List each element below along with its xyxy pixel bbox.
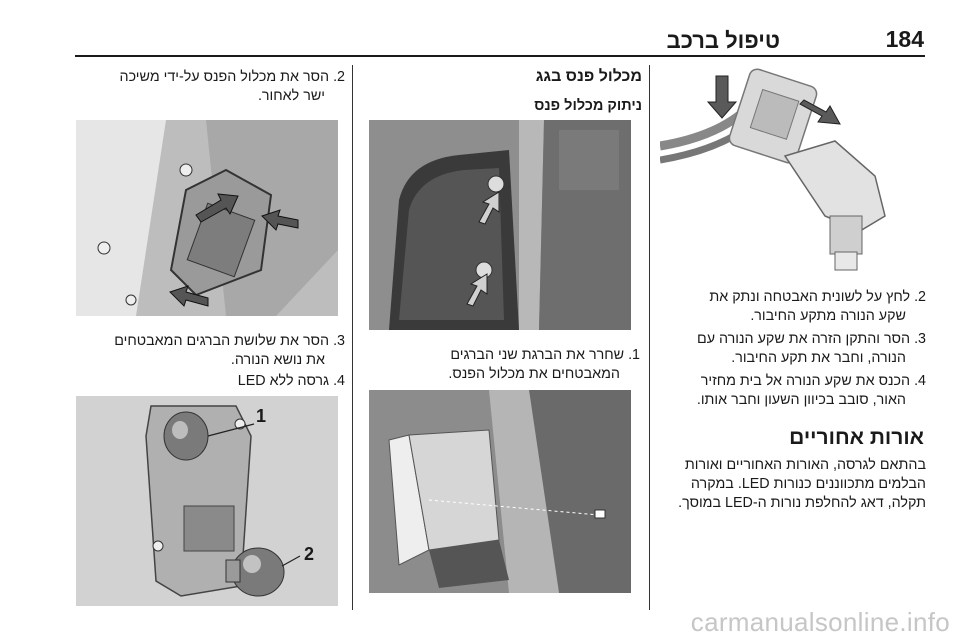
paragraph-line: בהתאם לגרסה, האורות האחוריים ואורות: [684, 457, 926, 473]
step-continuation: ישר לאחור.: [257, 88, 325, 104]
header-divider: [75, 55, 925, 57]
step-number: 2.: [333, 69, 345, 85]
arrow-icon: [708, 76, 736, 118]
bulb-1-icon: [164, 412, 208, 460]
paragraph-line: הבלמים מתכווננים כנורות LED. במקרה: [690, 476, 926, 492]
section-title-roof-lamp: מכלול פנס בגג: [535, 68, 642, 85]
bulb-socket-figure: [660, 66, 926, 274]
step-number: 4.: [914, 373, 926, 389]
lamp-holder-screws-illustration: [76, 120, 338, 316]
step-continuation: את נושא הנורה.: [230, 352, 325, 368]
step-number: 4.: [333, 373, 345, 389]
column-divider-left: [352, 65, 353, 610]
step-line: הסר את שלושת הברגים המאבטחים: [114, 333, 330, 349]
step-line: לחץ על לשונית האבטחה ונתק את: [709, 289, 911, 305]
step-continuation: האור, סובב בכיוון השעון וחבר אותו.: [696, 392, 906, 408]
step-4-text: [660, 372, 926, 410]
step-number: 1.: [628, 347, 640, 363]
step-line: הכנס את שקע הנורה אל בית מחזיר: [700, 373, 911, 389]
roof-lamp-removal-figure: [369, 390, 631, 593]
bulb-holder-illustration: [76, 396, 338, 606]
step-continuation: שקע הנורה מתקע החיבור.: [750, 308, 906, 324]
roof-lamp-screws-figure: [369, 120, 631, 330]
page-number: 184: [885, 26, 924, 52]
middle-step-1-text: [362, 346, 640, 384]
bulb-holder-figure: [76, 396, 338, 606]
rear-lights-paragraph: [660, 456, 926, 513]
lamp-assembly-screws-figure: [76, 120, 338, 316]
left-step-2-text: [75, 68, 345, 106]
column-divider-right: [649, 65, 650, 610]
watermark-text: carmanualsonline.info: [690, 607, 950, 637]
step-line: הסר את מכלול הפנס על-ידי משיכה: [119, 69, 330, 85]
left-step-3-text: [75, 332, 345, 370]
step-line: הסר והתקן הזרה את שקע הנורה עם: [697, 331, 911, 347]
tailgate-screws-illustration: [369, 120, 631, 330]
section-title-rear-lights: אורות אחוריים: [789, 426, 924, 449]
step-3-text: [660, 330, 926, 368]
step-continuation: המאבטחים את מכלול הפנס.: [448, 366, 620, 382]
left-step-4-text: [75, 372, 345, 391]
step-number: 3.: [914, 331, 926, 347]
step-line: שחרר את הברגת שני הברגים: [450, 347, 625, 363]
step-continuation: הנורה, וחבר את תקע החיבור.: [731, 350, 906, 366]
lamp-pullout-illustration: [369, 390, 631, 593]
step-2-text: [660, 288, 926, 326]
step-number: 3.: [333, 333, 345, 349]
callout-label-1: 1: [256, 406, 267, 426]
step-line: גרסה ללא LED: [237, 373, 330, 389]
subsection-title-disconnect: ניתוק מכלול פנס: [534, 98, 642, 114]
bulb-socket-illustration: [660, 66, 926, 274]
step-number: 2.: [914, 289, 926, 305]
callout-label-2: 2: [304, 544, 315, 564]
page-title: טיפול ברכב: [666, 28, 780, 53]
paragraph-line: תקלה, דאג להחלפת נורות ה-LED במוסך.: [678, 495, 926, 511]
